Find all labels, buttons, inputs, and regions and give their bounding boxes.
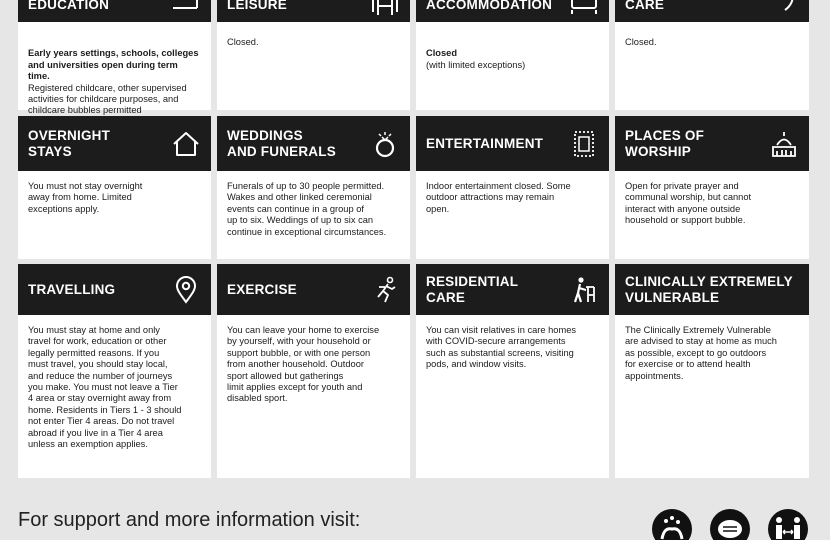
card-text-bold: Closed	[426, 48, 457, 59]
school-icon	[171, 0, 201, 18]
card-header	[217, 264, 410, 315]
card-title: OVERNIGHT STAYS	[28, 127, 111, 159]
card-header	[416, 264, 609, 315]
card-text: Open for private prayer and communal worship, but cannot interact with anyone outside household or support bubble.	[625, 181, 752, 226]
runner-icon	[370, 275, 400, 305]
bed-icon	[569, 0, 599, 18]
hand-washing-icon	[652, 509, 692, 540]
card-text: Closed.	[625, 37, 657, 47]
card-header	[615, 116, 809, 171]
card-education	[18, 0, 211, 116]
card-accommodation	[416, 0, 609, 110]
card-entertainment	[416, 116, 609, 259]
card-clinically-extremely-vulnerable	[615, 264, 809, 478]
house-icon	[171, 129, 201, 159]
card-title: CLINICALLY EXTREMELY VULNERABLE	[625, 273, 793, 305]
card-title: CARE	[625, 0, 665, 12]
card-text: The Clinically Extremely Vulnerable are advised to stay at home as much as possible, except to go outdoors for exercise or to attend health appointments.	[625, 325, 777, 381]
card-text	[426, 37, 599, 71]
card-header	[416, 116, 609, 171]
card-residential-care	[416, 264, 609, 478]
card-title: EXERCISE	[227, 281, 297, 297]
card-text	[28, 37, 201, 117]
card-places-of-worship	[615, 116, 809, 259]
card-text: Funerals of up to 30 people permitted. Wakes and other linked ceremonial events can continue in a group of up to six. Weddings of up to six can continue in exceptional circumstances.	[227, 181, 387, 237]
card-header	[18, 116, 211, 171]
card-text-bold: Early years settings, schools, colleges and universities open during term time.	[28, 48, 199, 82]
place-of-worship-icon	[769, 129, 799, 159]
card-title: WEDDINGS AND FUNERALS	[227, 127, 336, 159]
card-header	[217, 116, 410, 171]
card-text: You can visit relatives in care homes with COVID-secure arrangements such as substantial screens, visiting pods, and window visits.	[426, 325, 577, 370]
card-header	[18, 264, 211, 315]
ring-icon	[370, 129, 400, 159]
card-header	[217, 0, 410, 22]
care-icon	[769, 0, 799, 18]
card-weddings-funerals	[217, 116, 410, 259]
card-header	[18, 0, 211, 22]
card-exercise	[217, 264, 410, 478]
dumbbell-icon	[370, 0, 400, 18]
card-leisure	[217, 0, 410, 110]
footer-support-text: For support and more information visit:	[18, 509, 361, 531]
card-overnight-stays	[18, 116, 211, 259]
card-title: TRAVELLING	[28, 281, 116, 297]
card-text: You must stay at home and only travel for work, education or other legally permitted reasons. If you must travel, you should stay local, and reduce the number of journeys you make. You must not leave a Tier 4 area or stay overnight away from home. Residents in Tiers 1 - 3 should not enter Tier 4 areas. Do not travel abroad if you live in a Tier 4 area unless an exemption applies.	[28, 325, 182, 450]
card-text: Indoor entertainment closed. Some outdoor attractions may remain open.	[426, 181, 571, 214]
card-title: PLACES OF WORSHIP	[625, 127, 705, 159]
card-travelling	[18, 264, 211, 478]
card-header	[615, 0, 809, 22]
card-title: RESIDENTIAL CARE	[426, 273, 519, 305]
card-text: Closed.	[227, 37, 259, 47]
face-mask-icon	[710, 509, 750, 540]
card-care	[615, 0, 809, 110]
location-pin-icon	[171, 275, 201, 305]
card-title: LEISURE	[227, 0, 287, 12]
card-header	[615, 264, 809, 315]
elderly-walker-icon	[569, 275, 599, 305]
card-text: You must not stay overnight away from home. Limited exceptions apply.	[28, 181, 143, 214]
ticket-icon	[569, 129, 599, 159]
footer-icons	[652, 509, 808, 540]
social-distance-icon	[768, 509, 808, 540]
card-text-normal: Registered childcare, other supervised activities for childcare purposes, and childcare bubbles permitted	[28, 82, 187, 116]
card-title: EDUCATION	[28, 0, 110, 12]
card-header	[416, 0, 609, 22]
card-text: You can leave your home to exercise by yourself, with your household or support bubble, or with one person from another household. Outdoor sport allowed but gatherings limit applies except for youth and disabled sport.	[227, 325, 380, 404]
card-title: ACCOMMODATION	[426, 0, 553, 12]
card-text-normal: (with limited exceptions)	[426, 59, 526, 70]
card-title: ENTERTAINMENT	[426, 135, 544, 151]
